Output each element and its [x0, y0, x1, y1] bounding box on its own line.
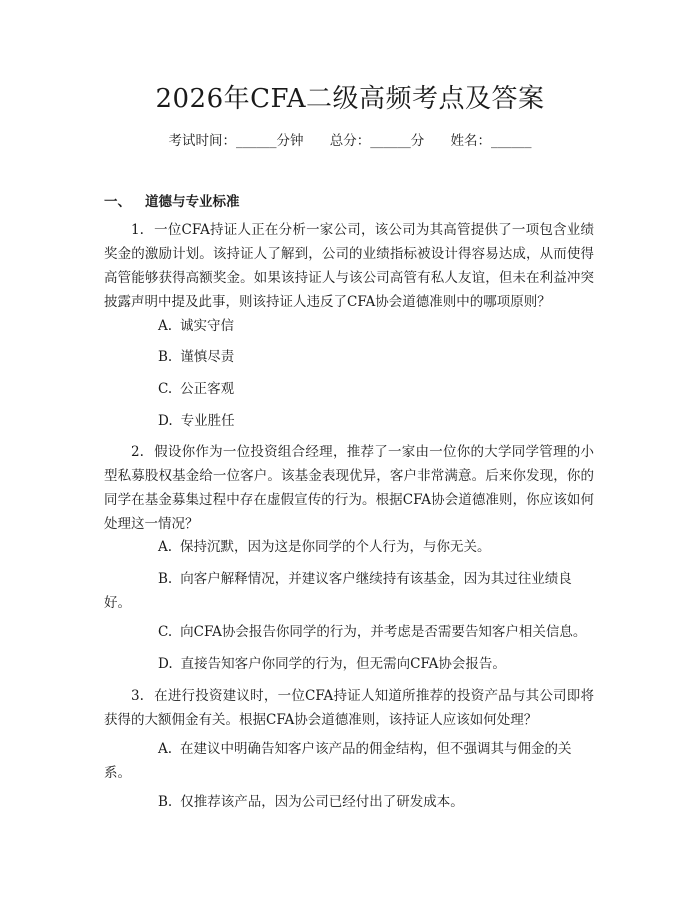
exam-time-field: 考试时间：______分钟 [168, 133, 304, 149]
question-3-option-a [104, 737, 594, 785]
option-text: 专业胜任 [180, 413, 235, 429]
option-text: 在建议中明确告知客户该产品的佣金结构，但不强调其与佣金的关系。 [104, 741, 572, 781]
question-1-option-b [104, 345, 594, 369]
option-text: 保持沉默，因为这是你同学的个人行为，与你无关。 [180, 539, 491, 555]
option-letter: B. [158, 794, 173, 810]
question-text: 一位CFA持证人正在分析一家公司，该公司为其高管提供了一项包含业绩奖金的激励计划。该持证人了解到，公司的业绩指标被设计得容易达成，从而使得高管能够获得高额奖金。如果该持证人与该公司高管有私人友谊，但未在利益冲突披露声明中提及此事，则该持证人违反了CFA协会道德准则中的哪项原则？ [104, 222, 594, 310]
option-letter: A. [158, 318, 173, 334]
option-letter: D. [158, 656, 173, 672]
question-number: 3. [131, 688, 144, 704]
option-text: 向CFA协会报告你同学的行为，并考虑是否需要告知客户相关信息。 [180, 624, 587, 640]
question-3-option-b [104, 790, 594, 814]
question-1-stem [104, 218, 594, 314]
question-2-option-b [104, 567, 594, 615]
exam-meta-line [0, 131, 700, 151]
option-text: 公正客观 [180, 381, 235, 397]
question-2-option-d [104, 652, 594, 676]
question-2-stem [104, 440, 594, 536]
document-title: 2026年CFA二级高频考点及答案 [155, 84, 545, 114]
option-letter: D. [158, 413, 173, 429]
question-2-option-a [104, 535, 594, 559]
option-letter: B. [158, 349, 173, 365]
question-text: 在进行投资建议时，一位CFA持证人知道所推荐的投资产品与其公司即将获得的大额佣金有关。根据CFA协会道德准则，该持证人应该如何处理？ [104, 688, 594, 728]
option-letter: A. [158, 741, 173, 757]
option-letter: C. [158, 624, 173, 640]
question-1-option-c [104, 377, 594, 401]
option-letter: B. [158, 571, 173, 587]
total-score-field: 总分：______分 [329, 133, 425, 149]
option-text: 谨慎尽责 [180, 349, 235, 365]
section-title: 道德与专业标准 [145, 194, 240, 210]
option-text: 诚实守信 [180, 318, 235, 334]
option-text: 直接告知客户你同学的行为，但无需向CFA协会报告。 [180, 656, 506, 672]
question-1-option-d [104, 409, 594, 433]
question-number: 2. [131, 444, 144, 460]
question-3-stem [104, 684, 594, 732]
question-number: 1. [131, 222, 144, 238]
option-letter: C. [158, 381, 173, 397]
option-text: 向客户解释情况，并建议客户继续持有该基金，因为其过往业绩良好。 [104, 571, 572, 611]
question-1-option-a [104, 314, 594, 338]
question-text: 假设你作为一位投资组合经理，推荐了一家由一位你的大学同学管理的小型私募股权基金给一位客户。该基金表现优异，客户非常满意。后来你发现，你的同学在基金募集过程中存在虚假宣传的行为。根据CFA协会道德准则，你应该如何处理这一情况？ [104, 444, 594, 532]
question-2-option-c [104, 620, 594, 644]
option-text: 仅推荐该产品，因为公司已经付出了研发成本。 [180, 794, 464, 810]
name-field: 姓名：______ [450, 133, 532, 149]
option-letter: A. [158, 539, 173, 555]
section-heading [104, 192, 240, 212]
section-number: 一、 [104, 194, 131, 210]
